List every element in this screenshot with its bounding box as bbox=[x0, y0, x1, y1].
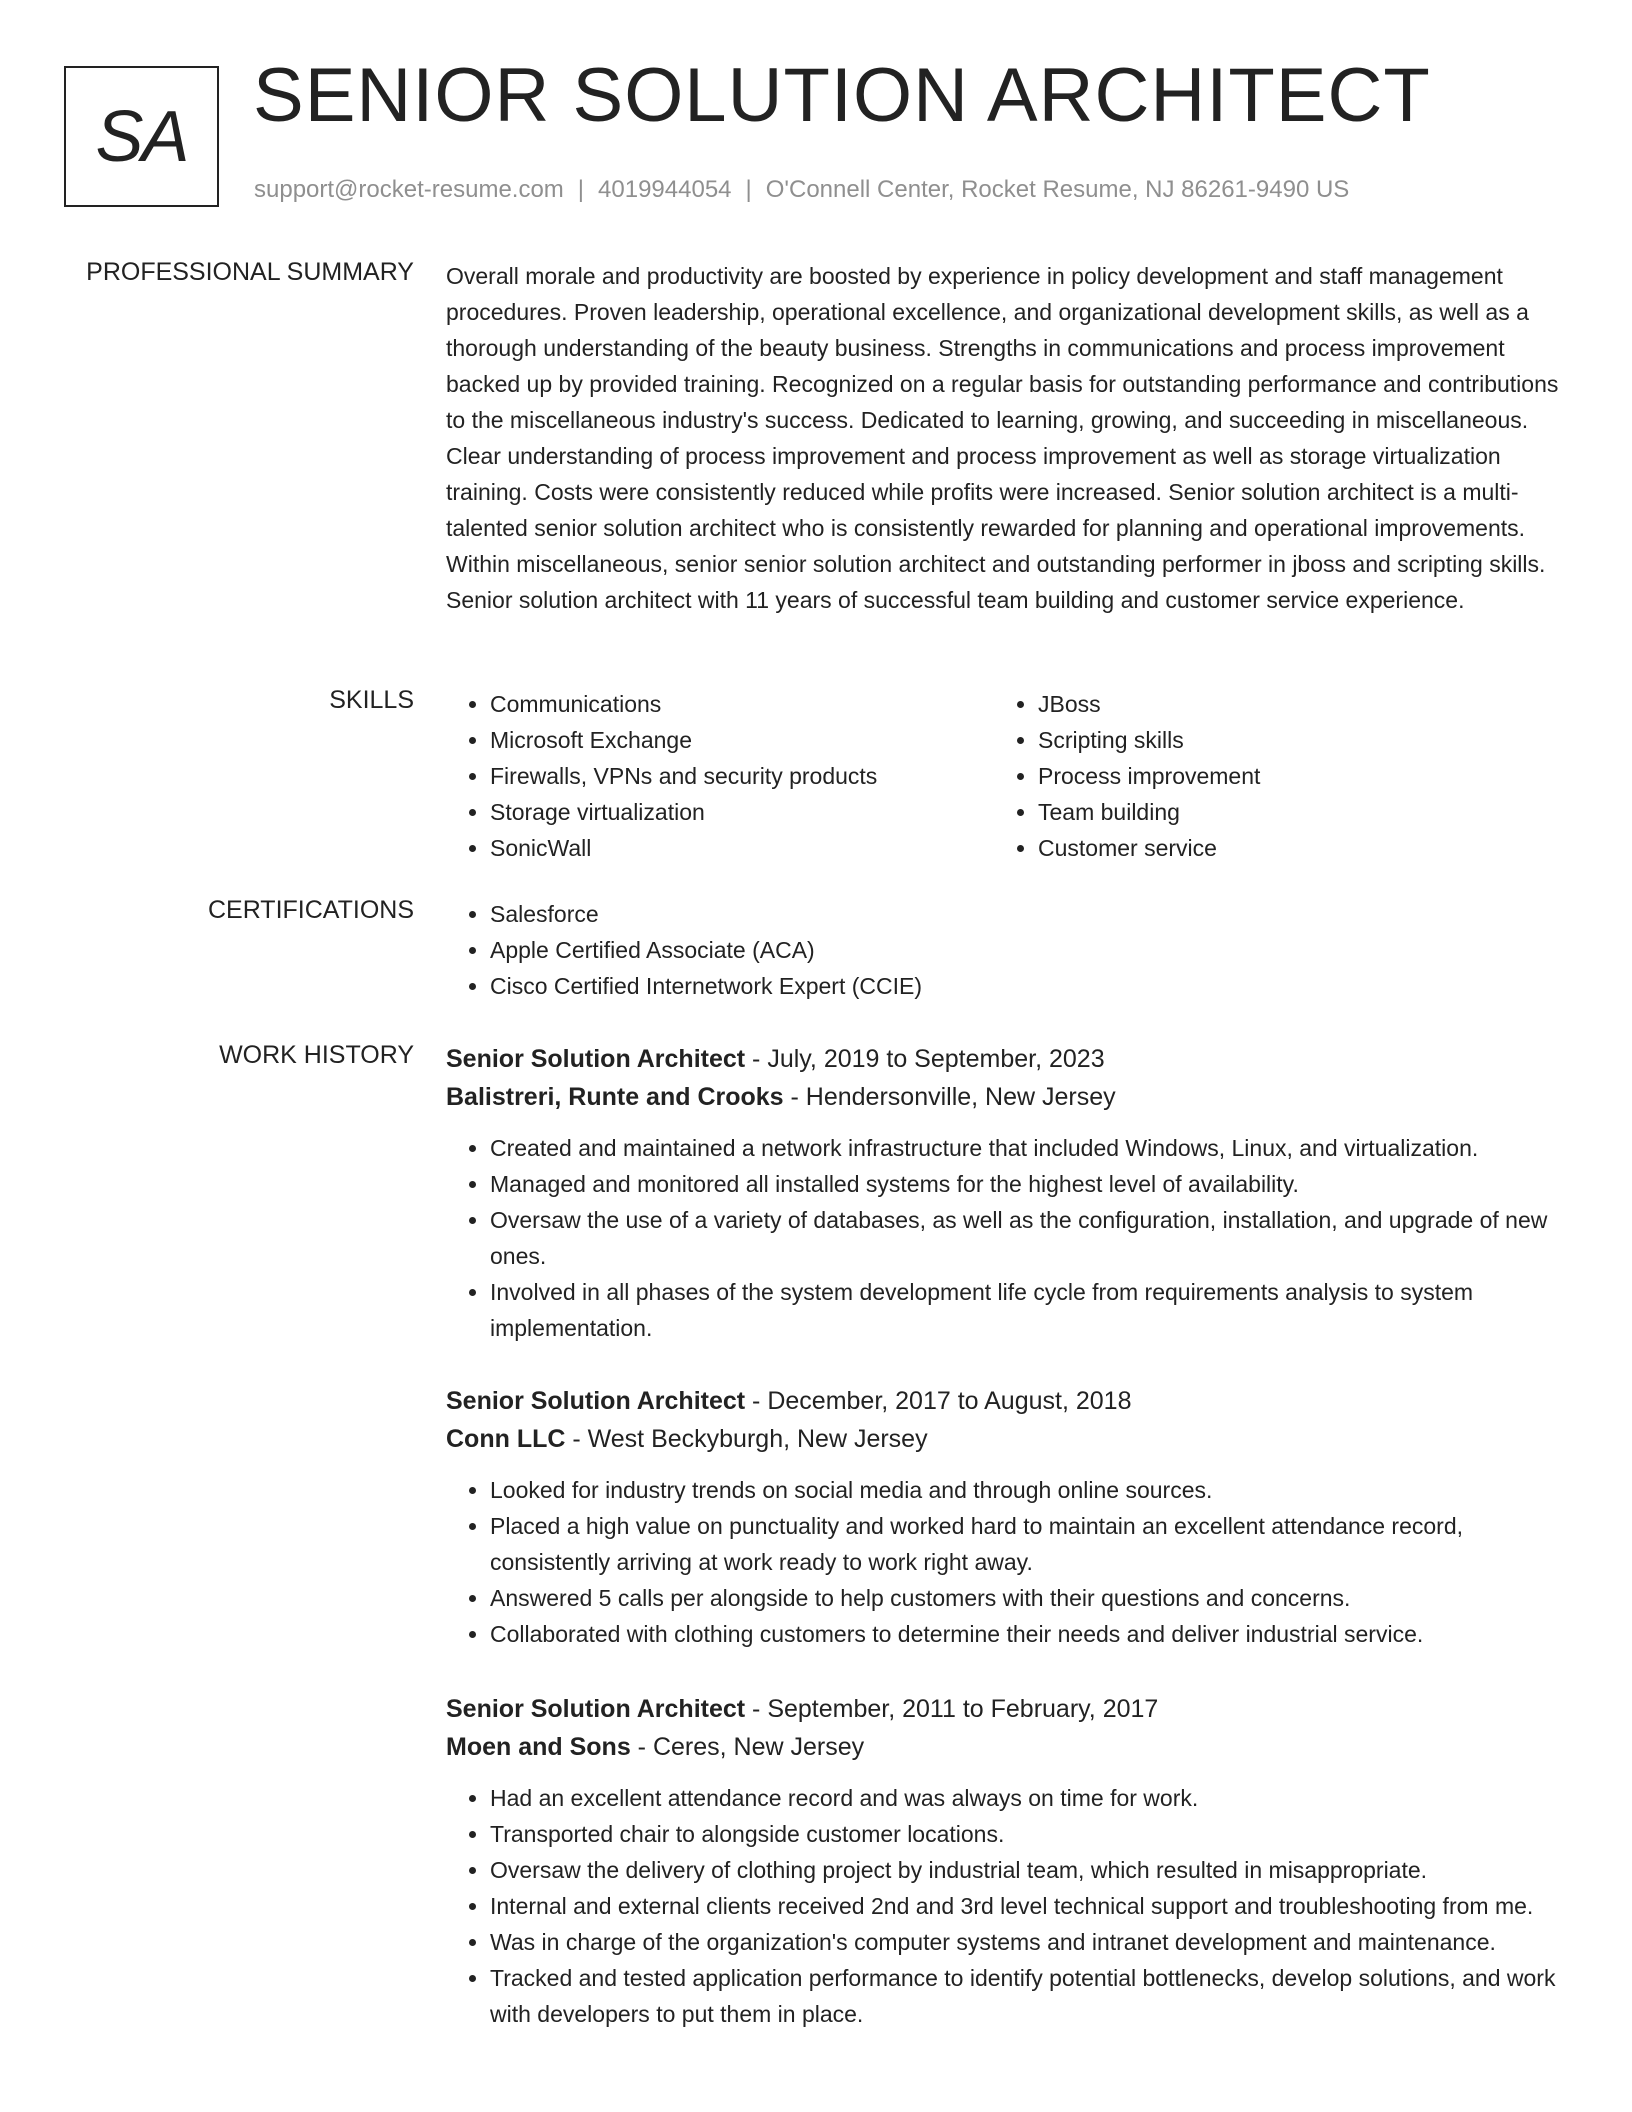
job-title-line bbox=[446, 1040, 1566, 1078]
skill-item: • Microsoft Exchange bbox=[490, 722, 994, 758]
job-bullet: • Created and maintained a network infrastructure that included Windows, Linux, and virtualization. bbox=[490, 1130, 1566, 1166]
job-bullet: • Had an excellent attendance record and was always on time for work. bbox=[490, 1780, 1566, 1816]
contact-separator: | bbox=[745, 176, 752, 203]
contact-email: support@rocket-resume.com bbox=[254, 176, 564, 203]
certification-item: • Salesforce bbox=[490, 896, 1566, 932]
job-bullets bbox=[446, 1130, 1566, 1346]
job-bullet: • Involved in all phases of the system development life cycle from requirements analysis to system implementation. bbox=[490, 1274, 1566, 1346]
job-location: - West Beckyburgh, New Jersey bbox=[565, 1425, 928, 1453]
skills-heading: SKILLS bbox=[329, 686, 414, 714]
skill-item: • Scripting skills bbox=[1038, 722, 1542, 758]
skill-item: • Storage virtualization bbox=[490, 794, 994, 830]
job-dates: - September, 2011 to February, 2017 bbox=[745, 1695, 1159, 1723]
job-company: Moen and Sons bbox=[446, 1733, 631, 1761]
job-bullet: • Internal and external clients received 2nd and 3rd level technical support and troubleshooting from me. bbox=[490, 1888, 1566, 1924]
skills-column-left bbox=[446, 686, 994, 866]
skill-item: • Communications bbox=[490, 686, 994, 722]
job-entry bbox=[446, 1040, 1566, 1346]
job-company: Conn LLC bbox=[446, 1425, 566, 1453]
skill-item: • SonicWall bbox=[490, 830, 994, 866]
job-bullet: • Oversaw the use of a variety of databases, as well as the configuration, installation, and upgrade of new ones. bbox=[490, 1202, 1566, 1274]
job-dates: - July, 2019 to September, 2023 bbox=[745, 1045, 1105, 1073]
job-title: Senior Solution Architect bbox=[446, 1045, 746, 1073]
certifications-heading: CERTIFICATIONS bbox=[207, 896, 414, 924]
job-bullet: • Managed and monitored all installed systems for the highest level of availability. bbox=[490, 1166, 1566, 1202]
contact-line bbox=[254, 176, 1349, 204]
job-bullet: • Looked for industry trends on social media and through online sources. bbox=[490, 1472, 1566, 1508]
skills-column-right bbox=[994, 686, 1542, 866]
job-dates: - December, 2017 to August, 2018 bbox=[745, 1387, 1132, 1415]
job-bullet: • Transported chair to alongside customer locations. bbox=[490, 1816, 1566, 1852]
work-history-heading: WORK HISTORY bbox=[219, 1041, 414, 1069]
job-company-line bbox=[446, 1078, 1566, 1116]
contact-address: O'Connell Center, Rocket Resume, NJ 86261-9490 US bbox=[765, 176, 1350, 203]
job-title: Senior Solution Architect bbox=[446, 1387, 746, 1415]
certification-item: • Apple Certified Associate (ACA) bbox=[490, 932, 1566, 968]
skills-section bbox=[446, 686, 1566, 866]
job-location: - Hendersonville, New Jersey bbox=[783, 1083, 1116, 1111]
job-entry bbox=[446, 1382, 1566, 1652]
resume-name: SENIOR SOLUTION ARCHITECT bbox=[253, 53, 1431, 138]
job-location: - Ceres, New Jersey bbox=[630, 1733, 865, 1761]
job-bullets bbox=[446, 1472, 1566, 1652]
job-bullet: • Was in charge of the organization's computer systems and intranet development and maintenance. bbox=[490, 1924, 1566, 1960]
monogram-initials: SA bbox=[95, 96, 188, 177]
job-company: Balistreri, Runte and Crooks bbox=[446, 1083, 784, 1111]
job-title-line bbox=[446, 1690, 1566, 1728]
job-bullet: • Tracked and tested application performance to identify potential bottlenecks, develop solutions, and work with developers to put them in place. bbox=[490, 1960, 1566, 2032]
summary-section bbox=[446, 258, 1566, 618]
job-company-line bbox=[446, 1420, 1566, 1458]
job-bullet: • Answered 5 calls per alongside to help customers with their questions and concerns. bbox=[490, 1580, 1566, 1616]
skill-item: • Process improvement bbox=[1038, 758, 1542, 794]
job-title-line bbox=[446, 1382, 1566, 1420]
job-company-line bbox=[446, 1728, 1566, 1766]
job-bullets bbox=[446, 1780, 1566, 2032]
certifications-section bbox=[446, 896, 1566, 1004]
contact-separator: | bbox=[577, 176, 585, 203]
job-bullet: • Collaborated with clothing customers to determine their needs and deliver industrial service. bbox=[490, 1616, 1566, 1652]
certification-item: • Cisco Certified Internetwork Expert (CCIE) bbox=[490, 968, 1566, 1004]
job-title: Senior Solution Architect bbox=[446, 1695, 746, 1723]
skill-item: • JBoss bbox=[1038, 686, 1542, 722]
job-bullet: • Oversaw the delivery of clothing project by industrial team, which resulted in misappropriate. bbox=[490, 1852, 1566, 1888]
monogram-box bbox=[64, 66, 219, 207]
job-entry bbox=[446, 1690, 1566, 2032]
skill-item: • Customer service bbox=[1038, 830, 1542, 866]
skill-item: • Firewalls, VPNs and security products bbox=[490, 758, 994, 794]
summary-heading: PROFESSIONAL SUMMARY bbox=[86, 258, 414, 286]
job-bullet: • Placed a high value on punctuality and worked hard to maintain an excellent attendance record, consistently arriving at work ready to work right away. bbox=[490, 1508, 1566, 1580]
skill-item: • Team building bbox=[1038, 794, 1542, 830]
summary-text: Overall morale and productivity are boosted by experience in policy development and staff management procedures. Proven leadership, operational excellence, and organizational development skills, as well as a thorough understanding of the beauty business. Strengths in communications and process improvement backed up by provided training. Recognized on a regular basis for outstanding performance and contributions to the miscellaneous industry's success. Dedicated to learning, growing, and succeeding in miscellaneous. Clear understanding of process improvement and process improvement as well as storage virtualization training. Costs were consistently reduced while profits were increased. Senior solution architect is a multi-talented senior solution architect who is consistently rewarded for planning and operational improvements. Within miscellaneous, senior senior solution architect and outstanding performer in jboss and scripting skills. Senior solution architect with 11 years of successful team building and customer service experience. bbox=[446, 263, 1559, 613]
contact-phone: 4019944054 bbox=[598, 176, 732, 203]
